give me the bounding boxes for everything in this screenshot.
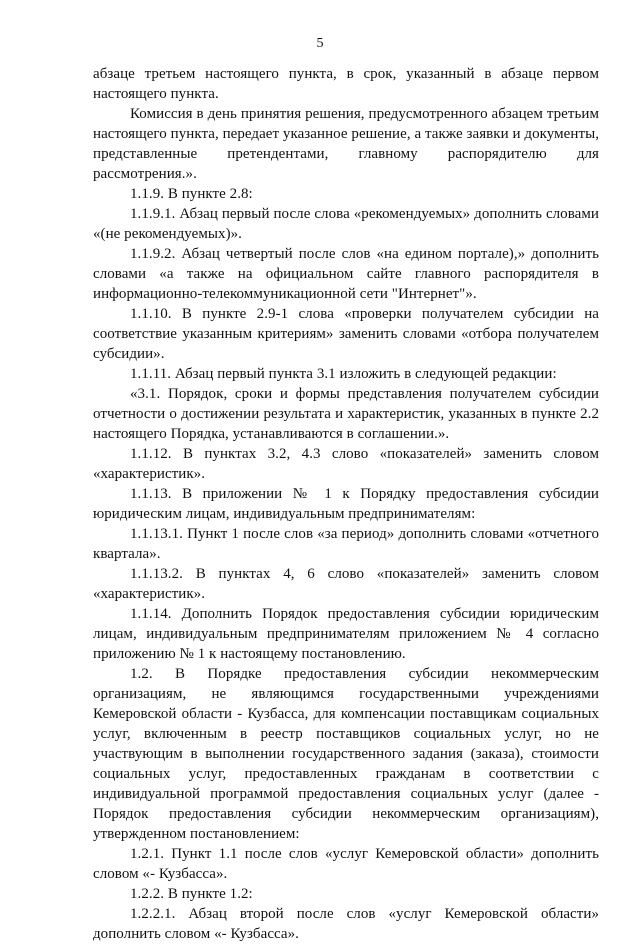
paragraph: 1.1.13.2. В пунктах 4, 6 слово «показателей» заменить словом «характеристик». bbox=[93, 566, 599, 602]
paragraph: 1.1.12. В пунктах 3.2, 4.3 слово «показателей» заменить словом «характеристик». bbox=[93, 446, 599, 482]
paragraph: 1.1.9. В пункте 2.8: bbox=[130, 186, 253, 202]
paragraph: 1.2.2.1. Абзац второй после слов «услуг Кемеровской области» дополнить словом «- Кузбасса». bbox=[93, 906, 599, 942]
paragraph: 1.1.9.2. Абзац четвертый после слов «на едином портале),» дополнить словами «а также на официальном сайте главного распорядителя в информационно-телекоммуникационной сети "Интернет"». bbox=[93, 246, 599, 302]
page-number: 5 bbox=[316, 36, 324, 51]
paragraph: 1.1.13. В приложении № 1 к Порядку предоставления субсидии юридическим лицам, индивидуальным предпринимателям: bbox=[93, 486, 599, 522]
paragraph: 1.2.1. Пункт 1.1 после слов «услуг Кемеровской области» дополнить словом «- Кузбасса». bbox=[93, 846, 599, 882]
paragraph: 1.1.13.1. Пункт 1 после слов «за период» дополнить словами «отчетного квартала». bbox=[93, 526, 599, 562]
paragraph: 1.1.11. Абзац первый пункта 3.1 изложить в следующей редакции: bbox=[130, 366, 557, 382]
paragraph: «3.1. Порядок, сроки и формы представления получателем субсидии отчетности о достижении результата и характеристик, указанных в пункте 2.2 настоящего Порядка, устанавливаются в соглашении.». bbox=[93, 386, 599, 442]
paragraph: абзаце третьем настоящего пункта, в срок, указанный в абзаце первом настоящего пункта. bbox=[93, 66, 599, 102]
paragraph: Комиссия в день принятия решения, предусмотренного абзацем третьим настоящего пункта, передает указанное решение, а также заявки и документы, представленные претендентами, главному распорядителю для рассмотрения.». bbox=[93, 106, 599, 182]
paragraph: 1.1.9.1. Абзац первый после слова «рекомендуемых» дополнить словами «(не рекомендуемых)». bbox=[93, 206, 599, 242]
paragraph: 1.1.10. В пункте 2.9-1 слова «проверки получателем субсидии на соответствие указанным критериям» заменить словами «отбора получателем субсидии». bbox=[93, 306, 599, 362]
paragraph: 1.1.14. Дополнить Порядок предоставления субсидии юридическим лицам, индивидуальным предпринимателям приложением № 4 согласно приложению № 1 к настоящему постановлению. bbox=[93, 606, 599, 662]
paragraph: 1.2. В Порядке предоставления субсидии некоммерческим организациям, не являющимся государственными учреждениями Кемеровской области - Кузбасса, для компенсации поставщикам социальных услуг, включенным в реестр поставщиков социальных услуг, но не участвующим в выполнении государственного задания (заказа), стоимости социальных услуг, предоставленных гражданам в соответствии с индивидуальной программой предоставления социальных услуг (далее - Порядок предоставления субсидии некоммерческим организациям), утвержденном постановлением: bbox=[93, 666, 599, 842]
paragraph: 1.2.2. В пункте 1.2: bbox=[130, 886, 253, 902]
document-body bbox=[93, 64, 599, 944]
